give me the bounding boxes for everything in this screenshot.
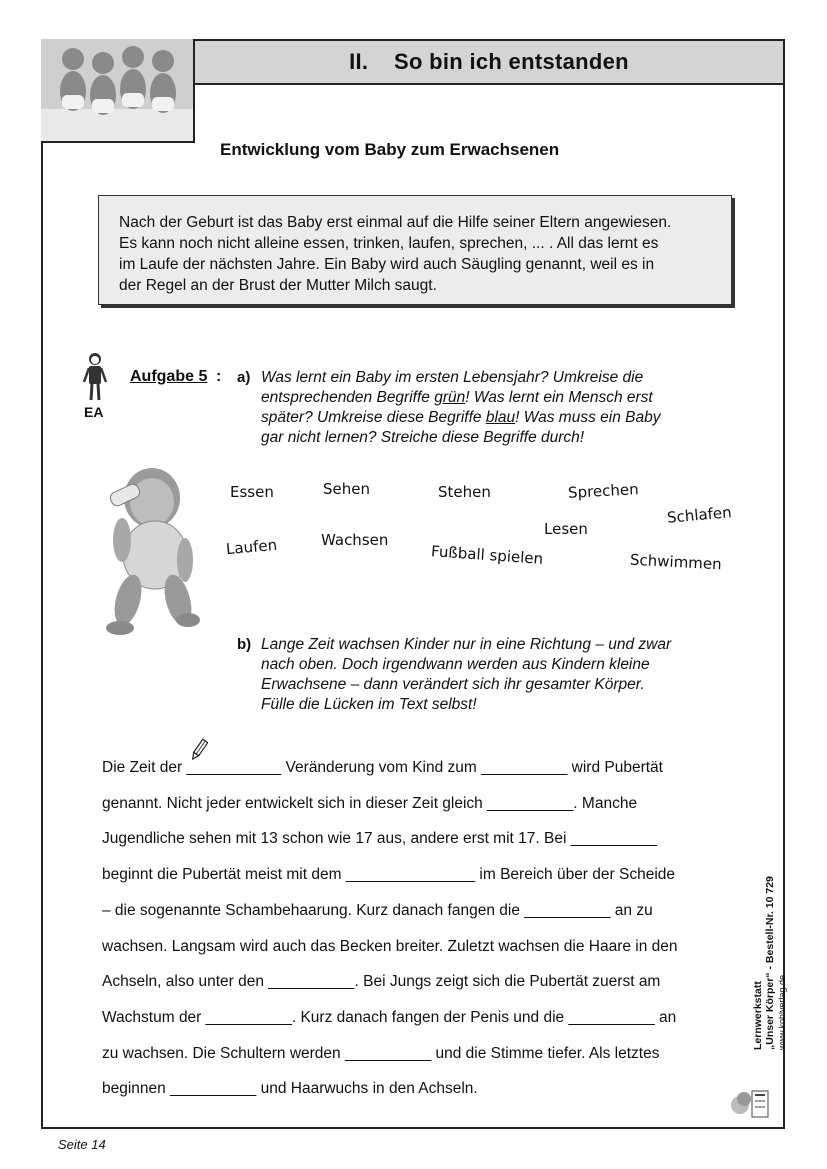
baby-bottle-photo <box>100 460 200 638</box>
publisher-side-text <box>752 876 788 1050</box>
word-sprechen: Sprechen <box>567 480 640 502</box>
chapter-header <box>195 41 783 85</box>
word-sehen: Sehen <box>323 480 370 498</box>
cloze-line: Die Zeit der ___________ Veränderung vom Kind zum __________ wird Pubertät <box>102 759 663 776</box>
section-subtitle: Entwicklung vom Baby zum Erwachsenen <box>220 140 560 159</box>
info-line: im Laufe der nächsten Jahre. Ein Baby wird auch Säugling genannt, weil es in <box>119 256 655 273</box>
task-b-text <box>261 635 731 715</box>
task-a-marker: a) <box>237 369 251 386</box>
task-b-marker: b) <box>237 636 252 653</box>
task-a-line: gar nicht lernen? Streiche diese Begriffe durch! <box>261 429 585 446</box>
babies-photo <box>41 39 195 143</box>
word-fussball-spielen: Fußball spielen <box>430 542 544 568</box>
task-a-line: entsprechenden Begriffe grün! Was lernt ein Mensch erst <box>261 389 653 406</box>
word-lesen: Lesen <box>544 520 588 538</box>
info-box <box>98 195 732 305</box>
word-essen: Essen <box>230 483 274 501</box>
cloze-line: zu wachsen. Die Schultern werden __________ und die Stimme tiefer. Als letztes <box>102 1044 660 1062</box>
series-name: Lernwerkstatt <box>752 981 764 1050</box>
task-colon: : <box>216 368 222 385</box>
chapter-title-text: So bin ich entstanden <box>394 49 629 74</box>
word-stehen: Stehen <box>438 483 491 501</box>
task-label: Aufgabe 5 <box>130 368 208 385</box>
word-laufen: Laufen <box>225 535 278 559</box>
task-b-line: Lange Zeit wachsen Kinder nur in eine Richtung – und zwar <box>261 636 672 653</box>
task-a-line: später? Umkreise diese Begriffe blau! Was muss ein Baby <box>261 409 661 426</box>
task-b-line: Fülle die Lücken im Text selbst! <box>261 696 477 713</box>
student-figure-icon <box>82 352 108 402</box>
cloze-line: Wachstum der __________. Kurz danach fangen der Penis und die __________ an <box>102 1008 677 1026</box>
task-b-line: nach oben. Doch irgendwann werden aus Kindern kleine <box>261 656 650 673</box>
publisher-logo-icon <box>730 1085 770 1121</box>
cloze-line: wachsen. Langsam wird auch das Becken breiter. Zuletzt wachsen die Haare in den <box>102 937 678 955</box>
chapter-title <box>349 49 629 75</box>
word-schlafen: Schlafen <box>666 503 733 527</box>
cloze-line: – die sogenannte Schambehaarung. Kurz danach fangen die __________ an zu <box>102 901 653 919</box>
cloze-line: beginnt die Pubertät meist mit dem _______________ im Bereich über der Scheide <box>102 866 676 884</box>
order-number: „Unser Körper“ - Bestell-Nr. 10 729 <box>764 876 776 1050</box>
word-gruen: grün <box>434 389 466 406</box>
cloze-line: genannt. Nicht jeder entwickelt sich in dieser Zeit gleich __________. Manche <box>102 794 638 812</box>
info-line: Es kann noch nicht alleine essen, trinken, laufen, sprechen, ... . All das lernt es <box>119 235 659 252</box>
cloze-line: Achseln, also unter den __________. Bei Jungs zeigt sich die Pubertät zuerst am <box>102 973 661 991</box>
task-a-text <box>261 368 731 448</box>
cloze-line: Jugendliche sehen mit 13 schon wie 17 aus, andere erst mit 17. Bei __________ <box>102 830 657 848</box>
word-blau: blau <box>485 409 516 426</box>
cloze-line: beginnen __________ und Haarwuchs in den Achseln. <box>102 1080 478 1098</box>
task-b-line: Erwachsene – dann verändert sich ihr gesamter Körper. <box>261 676 645 693</box>
info-line: der Regel an der Brust der Mutter Milch saugt. <box>119 277 437 294</box>
chapter-number: II. <box>349 49 369 74</box>
info-line: Nach der Geburt ist das Baby erst einmal auf die Hilfe seiner Eltern angewiesen. <box>119 214 672 231</box>
cloze-text <box>102 750 727 1107</box>
ea-label: EA <box>84 404 104 420</box>
publisher-url: www.kohlverlag.de <box>777 974 787 1050</box>
task-a-line: Was lernt ein Baby im ersten Lebensjahr? Umkreise die <box>261 369 644 386</box>
word-schwimmen: Schwimmen <box>629 550 723 574</box>
page-number: Seite 14 <box>58 1137 106 1152</box>
word-wachsen: Wachsen <box>321 531 389 549</box>
